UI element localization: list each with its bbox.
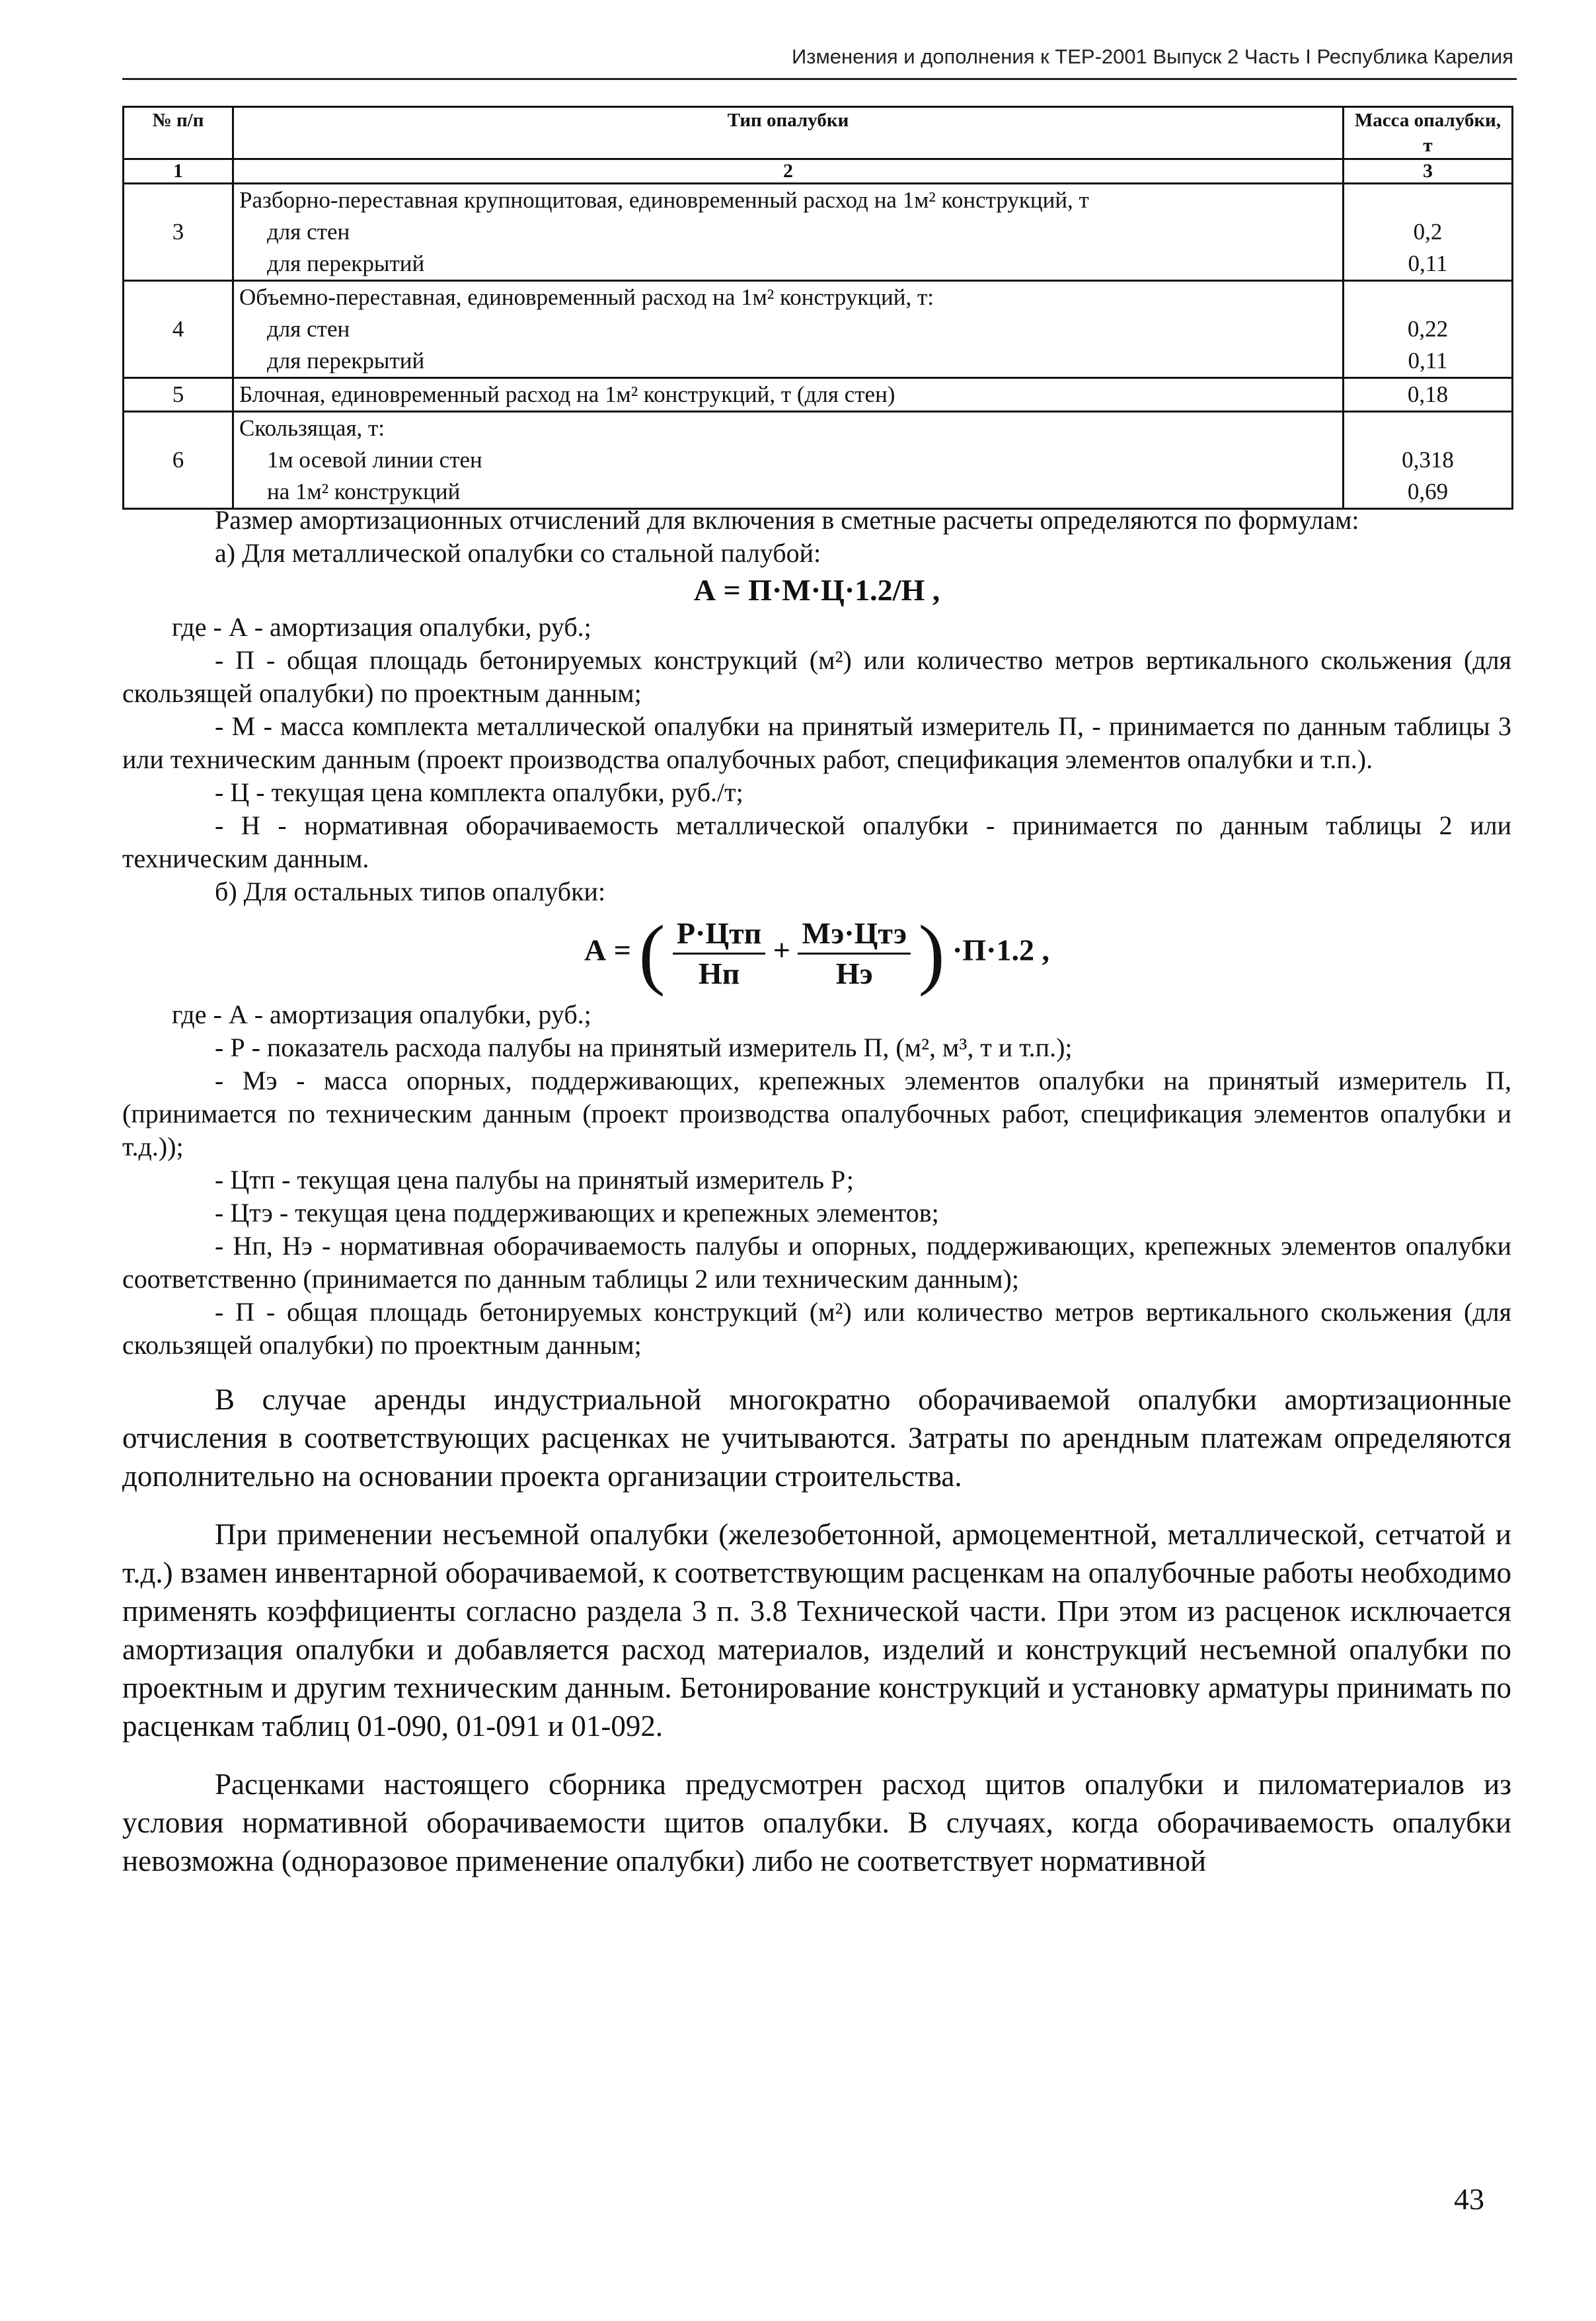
row-type [233,184,1344,281]
fraction-1-numerator: Р·Цтп [673,914,765,955]
row-sub-label: для перекрытий [267,251,425,276]
formula-b-plus: + [773,933,790,967]
row-title: Скользящая, т: [239,415,385,441]
row-number: 4 [124,281,233,378]
col-header-mass: Масса опалубки, т [1344,107,1513,159]
row-sub-value: 0,22 [1407,316,1449,342]
where-a: где - А - амортизация опалубки, руб.; [172,612,591,642]
row-sub-label: для стен [267,219,350,245]
left-paren: ( [638,909,665,997]
right-paren: ) [918,909,945,997]
row-type [233,281,1344,378]
running-header: Изменения и дополнения к ТЕР-2001 Выпуск 2 Часть I Республика Карелия [791,45,1513,68]
col-number: 3 [1344,159,1513,184]
def-Me: - Мэ - масса опорных, поддерживающих, крепежных элементов опалубки на принятый измеритель П, (принимается по техническим данным (проект производства опалубочных работ, спецификация элементов опалубки и т.д.)); [122,1066,1511,1161]
row-mass [1344,184,1513,281]
col-header-num: № п/п [124,107,233,159]
formula-a: А = П·М·Ц·1.2/Н , [693,573,940,607]
table-row [124,184,1513,281]
row-mass [1344,281,1513,378]
row-sub-label: для перекрытий [267,348,425,374]
table-row [124,412,1513,509]
row-title: Блочная, единовременный расход на 1м² конструкций, т (для стен) [233,378,1344,412]
paragraph-fixed-formwork: При применении несъемной опалубки (железобетонной, армоцементной, металлической, сетчатой и т.д.) взамен инвентарной оборачиваемой, к соответствующим расценкам на опалубочные работы необходимо применять коэффициенты согласно раздела 3 п. 3.8 Технической части. При этом из расценок исключается амортизация опалубки и добавляется расход материалов, изделий и конструкций несъемной опалубки по проектным и другим техническим данным. Бетонирование конструкций и установку арматуры принимать по расценкам таблиц 01-090, 01-091 и 01-092. [122,1518,1511,1743]
row-title: Разборно-переставная крупнощитовая, единовременный расход на 1м² конструкций, т [239,187,1089,213]
row-sub-label: 1м осевой линии стен [267,447,482,473]
formula-b [122,909,1511,997]
row-sub-label: на 1м² конструкций [267,479,461,504]
fraction-2 [798,914,911,993]
table-row [124,281,1513,378]
formula-b-heading: б) Для остальных типов опалубки: [215,877,606,906]
col-header-type: Тип опалубки [233,107,1344,159]
row-sub-value: 0,2 [1413,219,1443,245]
def-R: - Р - показатель расхода палубы на принятый измеритель П, (м², м³, т и т.п.); [215,1033,1073,1062]
where-b: где - А - амортизация опалубки, руб.; [172,1000,591,1029]
table-row [124,378,1513,412]
row-number: 5 [124,378,233,412]
def-P-b: - П - общая площадь бетонируемых конструкций (м²) или количество метров вертикального скольжения (для скользящей опалубки) по проектным данным; [122,1297,1511,1360]
fraction-2-numerator: Мэ·Цтэ [798,914,911,955]
paragraph-turnover: Расценками настоящего сборника предусмотрен расход щитов опалубки и пиломатериалов из условия нормативной оборачиваемости щитов опалубки. В случаях, когда оборачиваемость опалубки невозможна (одноразовое применение опалубки) либо не соответствует нормативной [122,1768,1511,1877]
def-N: - Н - нормативная оборачиваемость металлической опалубки - принимается по данным таблицы 2 или техническим данным. [122,810,1511,873]
row-sub-value: 0,318 [1402,447,1454,473]
row-sub-label: для стен [267,316,350,342]
row-title: Объемно-переставная, единовременный расход на 1м² конструкций, т: [239,284,934,310]
fraction-1-denominator: Нп [698,956,740,990]
row-number: 6 [124,412,233,509]
paragraph-rent: В случае аренды индустриальной многократно оборачиваемой опалубки амортизационные отчисления в соответствующих расценках не учитываются. Затраты по арендным платежам определяются дополнительно на основании проекта организации строительства. [122,1383,1511,1493]
def-Cte: - Цтэ - текущая цена поддерживающих и крепежных элементов; [215,1198,939,1228]
row-mass [1344,412,1513,509]
header-rule [122,78,1517,80]
row-mass: 0,18 [1344,378,1513,412]
formwork-table [122,106,1513,510]
row-sub-value: 0,69 [1407,479,1449,504]
def-Ctp: - Цтп - текущая цена палубы на принятый измеритель Р; [215,1165,854,1195]
row-type [233,412,1344,509]
def-N-pe: - Нп, Нэ - нормативная оборачиваемость палубы и опорных, поддерживающих, крепежных элементов опалубки соответственно (принимается по данным таблицы 2 или техническим данным); [122,1231,1511,1294]
formula-b-prefix: А = [584,933,631,967]
paragraph-intro: Размер амортизационных отчислений для включения в сметные расчеты определяются по формулам: [215,505,1359,535]
formula-b-suffix: ·П·1.2 , [952,933,1049,967]
def-P: - П - общая площадь бетонируемых конструкций (м²) или количество метров вертикального скольжения (для скользящей опалубки) по проектным данным; [122,645,1511,708]
row-sub-value: 0,11 [1408,348,1448,374]
body-text [122,504,1511,1880]
def-C: - Ц - текущая цена комплекта опалубки, руб./т; [215,777,743,807]
fraction-1 [673,914,765,993]
table-header-row [124,107,1513,159]
row-sub-value: 0,11 [1408,251,1448,276]
col-number: 1 [124,159,233,184]
table-column-numbers-row [124,159,1513,184]
page-number: 43 [1454,2182,1484,2216]
row-number: 3 [124,184,233,281]
fraction-2-denominator: Нэ [835,956,873,990]
col-number: 2 [233,159,1344,184]
def-M: - М - масса комплекта металлической опалубки на принятый измеритель П, - принимается по данным таблицы 3 или техническим данным (проект производства опалубочных работ, спецификация элементов опалубки и т.п.). [122,711,1511,774]
formula-a-heading: а) Для металлической опалубки со стальной палубой: [215,538,821,568]
